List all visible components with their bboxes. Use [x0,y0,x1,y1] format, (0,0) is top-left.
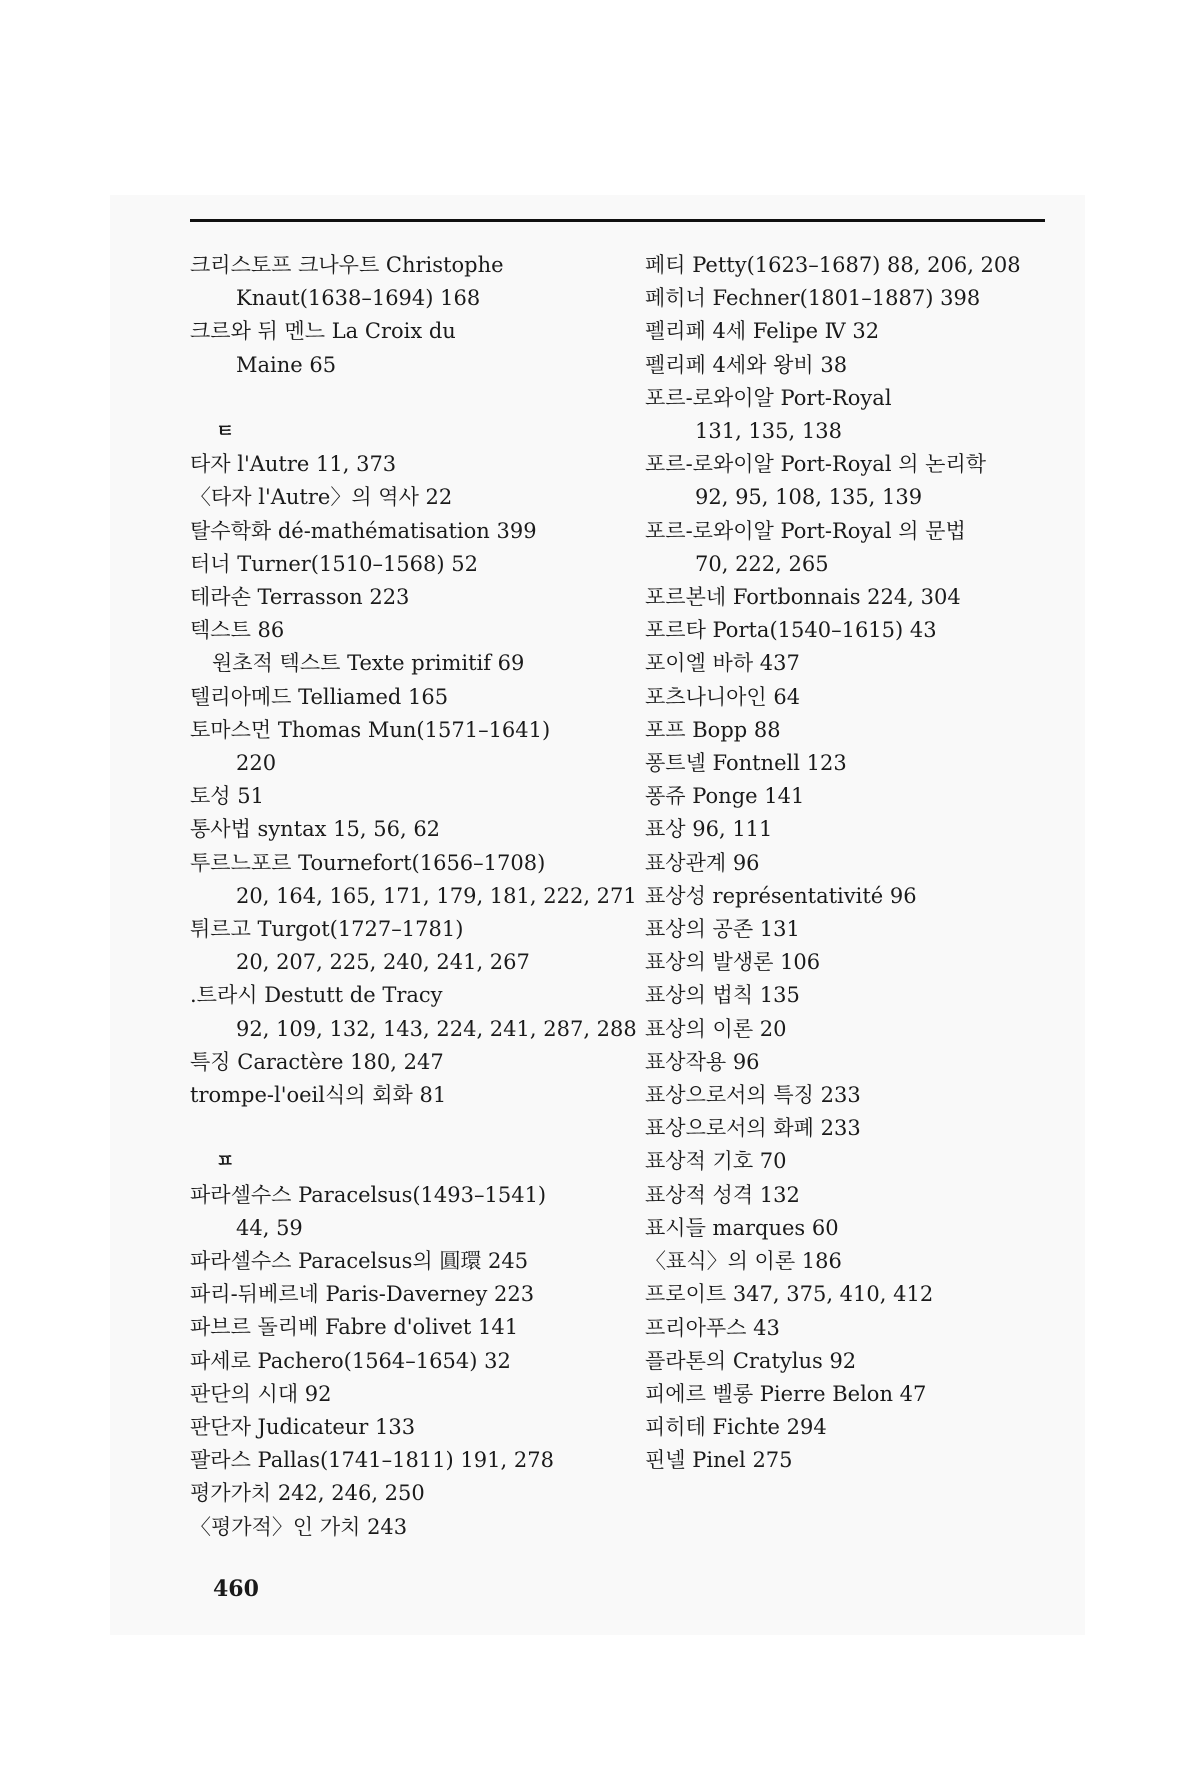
index-entry: 페히너 Fechner(1801–1887) 398 [645,286,981,311]
index-entry: 20, 207, 225, 240, 241, 267 [236,950,530,975]
index-entry: 포르-로와이알 Port-Royal 의 문법 [645,518,966,543]
index-entry: 핀넬 Pinel 275 [645,1448,793,1473]
index-entry: 표상의 법칙 135 [645,983,800,1008]
index-entry: 퐁트넬 Fontnell 123 [645,751,847,776]
index-entry: 131, 135, 138 [695,419,842,444]
index-entry: 프리아푸스 43 [645,1315,780,1340]
index-entry: 투르느포르 Tournefort(1656–1708) [190,850,546,875]
index-entry: 튀르고 Turgot(1727–1781) [190,917,464,942]
index-entry: 92, 109, 132, 143, 224, 241, 287, 288 [236,1016,637,1041]
header-rule [190,219,1045,222]
index-entry: 포프 Bopp 88 [645,717,781,742]
index-entry: 〈타자 l'Autre〉의 역사 22 [190,485,453,510]
index-entry: 특징 Caractère 180, 247 [190,1049,444,1074]
index-entry: 표상으로서의 화폐 233 [645,1116,861,1141]
section-gap [190,1112,630,1145]
index-entry: 표시들 marques 60 [645,1215,839,1240]
index-entry: 포이엘 바하 437 [645,651,800,676]
index-entry: 〈평가적〉인 가치 243 [190,1514,408,1539]
index-entry: 〈표식〉의 이론 186 [645,1249,842,1274]
index-entry: 포츠나니아인 64 [645,684,801,709]
index-entry: 테라손 Terrasson 223 [190,585,410,610]
index-entry: 피히테 Fichte 294 [645,1415,827,1440]
index-entry: 토마스먼 Thomas Mun(1571–1641) [190,717,551,742]
index-entry: 92, 95, 108, 135, 139 [695,485,923,510]
index-entry: 70, 222, 265 [695,551,829,576]
index-entry: 판단자 Judicateur 133 [190,1415,416,1440]
index-entry: 포르본네 Fortbonnais 224, 304 [645,585,961,610]
index-entry: 표상의 공존 131 [645,917,800,942]
index-column-right [645,249,1055,1478]
index-entry: 표상작용 96 [645,1049,760,1074]
index-entry: Maine 65 [236,352,337,377]
index-entry: 퐁쥬 Ponge 141 [645,784,805,809]
index-entry: 파라셀수스 Paracelsus(1493–1541) [190,1182,547,1207]
index-entry: 크르와 뒤 멘느 La Croix du [190,319,456,344]
index-entry: 표상의 발생론 106 [645,950,821,975]
index-entry: 프로이트 347, 375, 410, 412 [645,1282,934,1307]
index-entry: 표상적 성격 132 [645,1182,800,1207]
index-entry: 페티 Petty(1623–1687) 88, 206, 208 [645,253,1021,277]
index-entry: 파라셀수스 Paracelsus의 圓環 245 [190,1249,529,1274]
index-entry: 표상의 이론 20 [645,1016,787,1041]
index-entry: 표상관계 96 [645,850,760,875]
section-letter: ㅌ [216,420,235,442]
index-entry: Knaut(1638–1694) 168 [236,286,481,311]
index-column-left [190,249,637,1544]
index-entry: 평가가치 242, 246, 250 [190,1481,425,1506]
index-entry: 피에르 벨롱 Pierre Belon 47 [645,1381,927,1406]
index-entry: 파리-뒤베르네 Paris-Daverney 223 [190,1282,535,1307]
index-entry: 원초적 텍스트 Texte primitif 69 [212,651,525,676]
index-entry: 텍스트 86 [190,618,285,643]
index-entry: 팔라스 Pallas(1741–1811) 191, 278 [190,1448,554,1473]
index-entry: 토성 51 [190,784,264,809]
index-entry: 20, 164, 165, 171, 179, 181, 222, 271 [236,883,637,908]
index-entry: 표상적 기호 70 [645,1149,787,1174]
index-entry: 펠리페 4세 Felipe Ⅳ 32 [645,319,880,344]
index-entry: 탈수학화 dé-mathématisation 399 [190,518,537,543]
index-entry: 포르-로와이알 Port-Royal 의 논리학 [645,452,987,477]
index-entry: 표상 96, 111 [645,817,773,842]
index-entry: 터너 Turner(1510–1568) 52 [190,551,478,576]
index-entry: 플라톤의 Cratylus 92 [645,1348,857,1373]
index-entry: 파세로 Pachero(1564–1654) 32 [190,1348,511,1373]
index-entry: 220 [236,751,277,776]
section-gap [190,382,630,415]
index-entry: 포르타 Porta(1540–1615) 43 [645,618,937,643]
index-entry: 텔리아메드 Telliamed 165 [190,684,449,709]
index-entry: 타자 l'Autre 11, 373 [190,452,397,477]
index-entry: 파브르 돌리베 Fabre d'olivet 141 [190,1315,519,1340]
index-entry: 표상으로서의 특징 233 [645,1083,861,1108]
index-entry: 판단의 시대 92 [190,1381,332,1406]
index-entry: 크리스토프 크나우트 Christophe [190,253,504,277]
index-entry: 통사법 syntax 15, 56, 62 [190,817,441,842]
index-entry: 펠리페 4세와 왕비 38 [645,352,848,377]
index-entry: .트라시 Destutt de Tracy [190,983,443,1008]
section-letter: ㅍ [216,1150,235,1173]
index-entry: 44, 59 [236,1215,303,1240]
index-entry: trompe-l'oeil식의 회화 81 [190,1083,447,1108]
index-entry: 포르-로와이알 Port-Royal [645,385,892,410]
page-number: 460 [213,1576,259,1602]
index-entry: 표상성 représentativité 96 [645,883,917,908]
